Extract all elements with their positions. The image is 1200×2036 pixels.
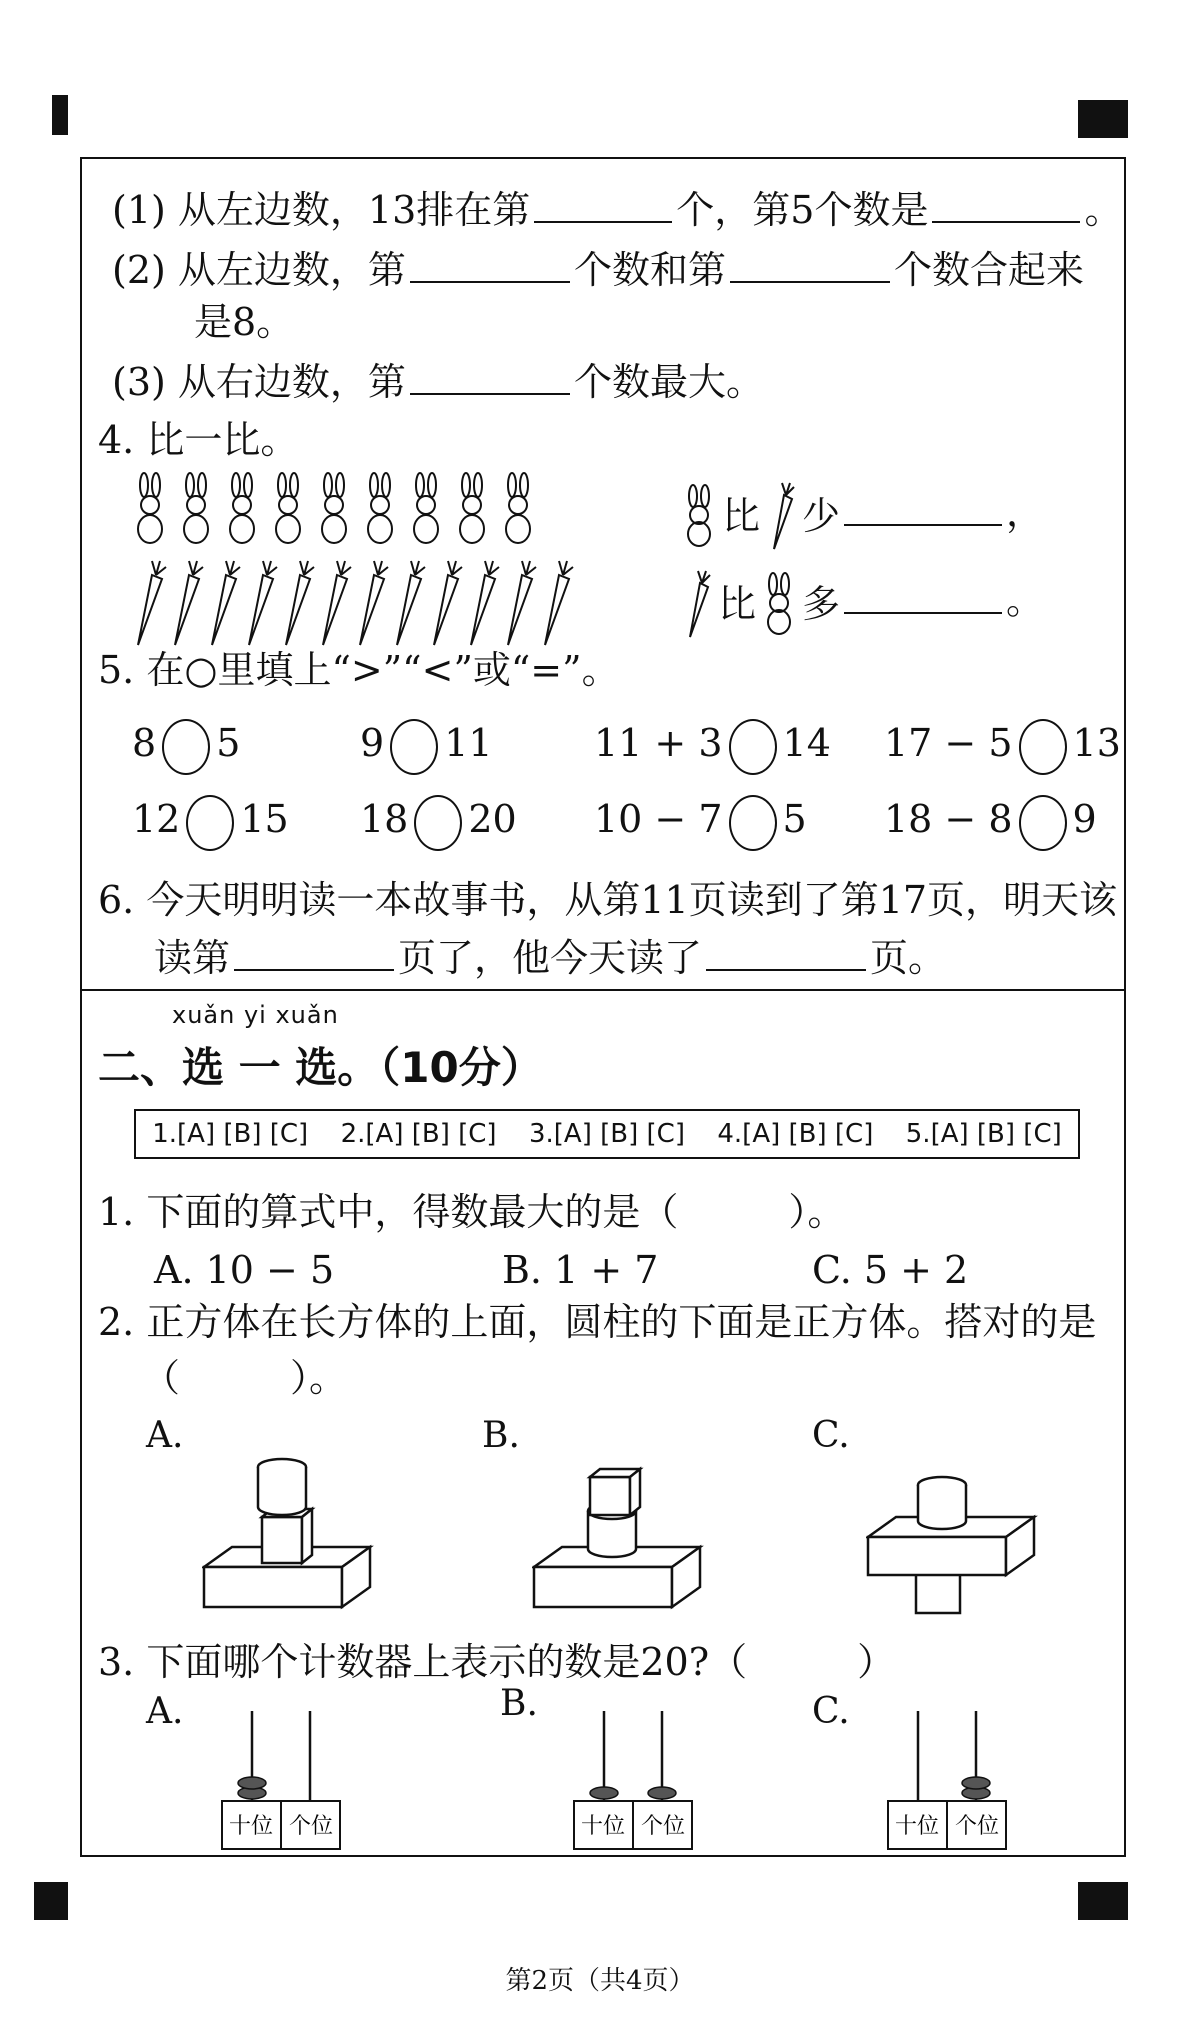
ones-label: 个位 (640, 1814, 686, 1839)
choice3-label-c: C. (812, 1691, 850, 1732)
answer-sheet (134, 1109, 1080, 1159)
choice2-label-b: B. (482, 1415, 520, 1456)
answer-blank[interactable] (410, 357, 570, 395)
sub-num: (1) (112, 188, 166, 232)
choice2-label-c: C. (812, 1415, 850, 1456)
section2-pinyin: xuǎn yi xuǎn (172, 1001, 339, 1029)
stack-figure-a (202, 1417, 382, 1627)
choice3-label-a: A. (146, 1691, 184, 1732)
rabbit-icon (368, 473, 392, 543)
rabbit-icon (230, 473, 254, 543)
rabbit-icon (682, 484, 716, 548)
choice1-stem: 1. 下面的算式中，得数最大的是（ ）。 (98, 1190, 846, 1234)
compare-item: 8 5 (132, 713, 240, 775)
answer-blank[interactable] (534, 185, 672, 223)
q3-sub2-cont: 是8。 (194, 300, 295, 344)
rabbit-icon (506, 473, 530, 543)
abacus-bead (238, 1777, 266, 1789)
compare-item: 10 − 7 5 (594, 789, 807, 851)
ones-label: 个位 (954, 1814, 1000, 1839)
rabbit-icon (322, 473, 346, 543)
compare-circle[interactable] (186, 795, 234, 851)
answer-sheet-item[interactable]: 4.[A] [B] [C] (717, 1119, 874, 1149)
carrot-row (132, 559, 602, 649)
compare-circle[interactable] (1019, 795, 1067, 851)
compare-circle[interactable] (729, 795, 777, 851)
compare-item: 12 15 (132, 789, 289, 851)
answer-sheet-item[interactable]: 2.[A] [B] [C] (340, 1119, 497, 1149)
answer-blank[interactable] (932, 185, 1080, 223)
compare-circle[interactable] (162, 719, 210, 775)
answer-blank[interactable] (844, 576, 1002, 614)
corner-mark-top-left (52, 95, 68, 135)
compare-circle[interactable] (390, 719, 438, 775)
choice1-option-c: C. 5 + 2 (812, 1248, 969, 1292)
carrot-icon (508, 561, 536, 645)
corner-mark-bottom-left (34, 1882, 68, 1920)
q4-title: 4. 比一比。 (98, 418, 299, 462)
counter-abacus (882, 1701, 1012, 1851)
answer-blank[interactable] (234, 933, 394, 971)
carrot-icon (212, 561, 240, 645)
rabbit-icon (414, 473, 438, 543)
tens-label: 十位 (228, 1814, 274, 1839)
compare-item: 9 11 (360, 713, 493, 775)
answer-blank[interactable] (730, 245, 890, 283)
choice1-option-a: A. 10 − 5 (154, 1248, 335, 1292)
q6-line-1: 6. 今天明明读一本故事书，从第11页读到了第17页，明天该 (98, 878, 1118, 922)
answer-sheet-item[interactable]: 5.[A] [B] [C] (905, 1119, 1062, 1149)
tens-label: 十位 (580, 1814, 626, 1839)
counter-abacus (568, 1701, 698, 1851)
compare-item: 18 − 8 9 (884, 789, 1097, 851)
counter-abacus (216, 1701, 346, 1851)
carrot-icon (682, 569, 712, 639)
abacus-bead (648, 1787, 676, 1799)
answer-sheet-item[interactable]: 3.[A] [B] [C] (528, 1119, 685, 1149)
q3-sub2: (2) 从左边数，第 个数和第 个数合起来 (112, 245, 1084, 293)
answer-blank[interactable] (844, 488, 1002, 526)
carrot-icon (360, 561, 388, 645)
carrot-icon (434, 561, 462, 645)
carrot-icon (397, 561, 425, 645)
section-divider (82, 989, 1124, 991)
q4-compare-1: 比 少 ， (682, 481, 1044, 551)
q5-title: 5. 在○里填上“>”“<”或“=”。 (98, 648, 620, 692)
corner-mark-top-right (1078, 100, 1128, 138)
carrot-icon (471, 561, 499, 645)
ones-label: 个位 (288, 1814, 334, 1839)
question-frame (80, 157, 1126, 1857)
answer-blank[interactable] (410, 245, 570, 283)
answer-blank[interactable] (706, 933, 866, 971)
compare-circle[interactable] (1019, 719, 1067, 775)
rabbit-icon (184, 473, 208, 543)
rabbit-icon (276, 473, 300, 543)
choice2-stem: 2. 正方体在长方体的上面，圆柱的下面是正方体。搭对的是 (98, 1300, 1097, 1344)
compare-item: 17 − 5 13 (884, 713, 1121, 775)
carrot-icon (545, 561, 573, 645)
choice3-label-b: B. (500, 1683, 538, 1724)
compare-circle[interactable] (414, 795, 462, 851)
corner-mark-bottom-right (1078, 1882, 1128, 1920)
carrot-icon (249, 561, 277, 645)
rabbit-icon (762, 572, 796, 636)
abacus-bead (590, 1787, 618, 1799)
abacus-bead (962, 1777, 990, 1789)
choice3-stem: 3. 下面哪个计数器上表示的数是20?（ ） (98, 1640, 896, 1684)
carrot-icon (323, 561, 351, 645)
q6-line-2: 读第 页了，他今天读了 页。 (154, 933, 946, 981)
section2-title: 二、选 一 选。（10分） (98, 1043, 543, 1092)
stack-figure-c (866, 1417, 1046, 1627)
compare-circle[interactable] (729, 719, 777, 775)
rabbit-icon (138, 473, 162, 543)
stack-figure-b (532, 1417, 712, 1627)
q4-compare-2: 比 多 。 (682, 569, 1044, 639)
carrot-icon (175, 561, 203, 645)
choice2-paren: （ ）。 (142, 1356, 348, 1400)
rabbit-icon (460, 473, 484, 543)
carrot-icon (286, 561, 314, 645)
q3-sub3: (3) 从右边数，第 个数最大。 (112, 357, 764, 405)
q3-sub1: (1) 从左边数，13排在第 个，第5个数是 。 (112, 185, 1122, 233)
answer-sheet-item[interactable]: 1.[A] [B] [C] (152, 1119, 309, 1149)
choice2-label-a: A. (146, 1415, 184, 1456)
compare-item: 11 + 3 14 (594, 713, 831, 775)
carrot-icon (766, 481, 796, 551)
page-footer: 第2页（共4页） (505, 1966, 695, 1996)
compare-item: 18 20 (360, 789, 517, 851)
carrot-icon (138, 561, 166, 645)
tens-label: 十位 (894, 1814, 940, 1839)
choice1-option-b: B. 1 + 7 (502, 1248, 659, 1292)
rabbit-row (132, 471, 552, 551)
